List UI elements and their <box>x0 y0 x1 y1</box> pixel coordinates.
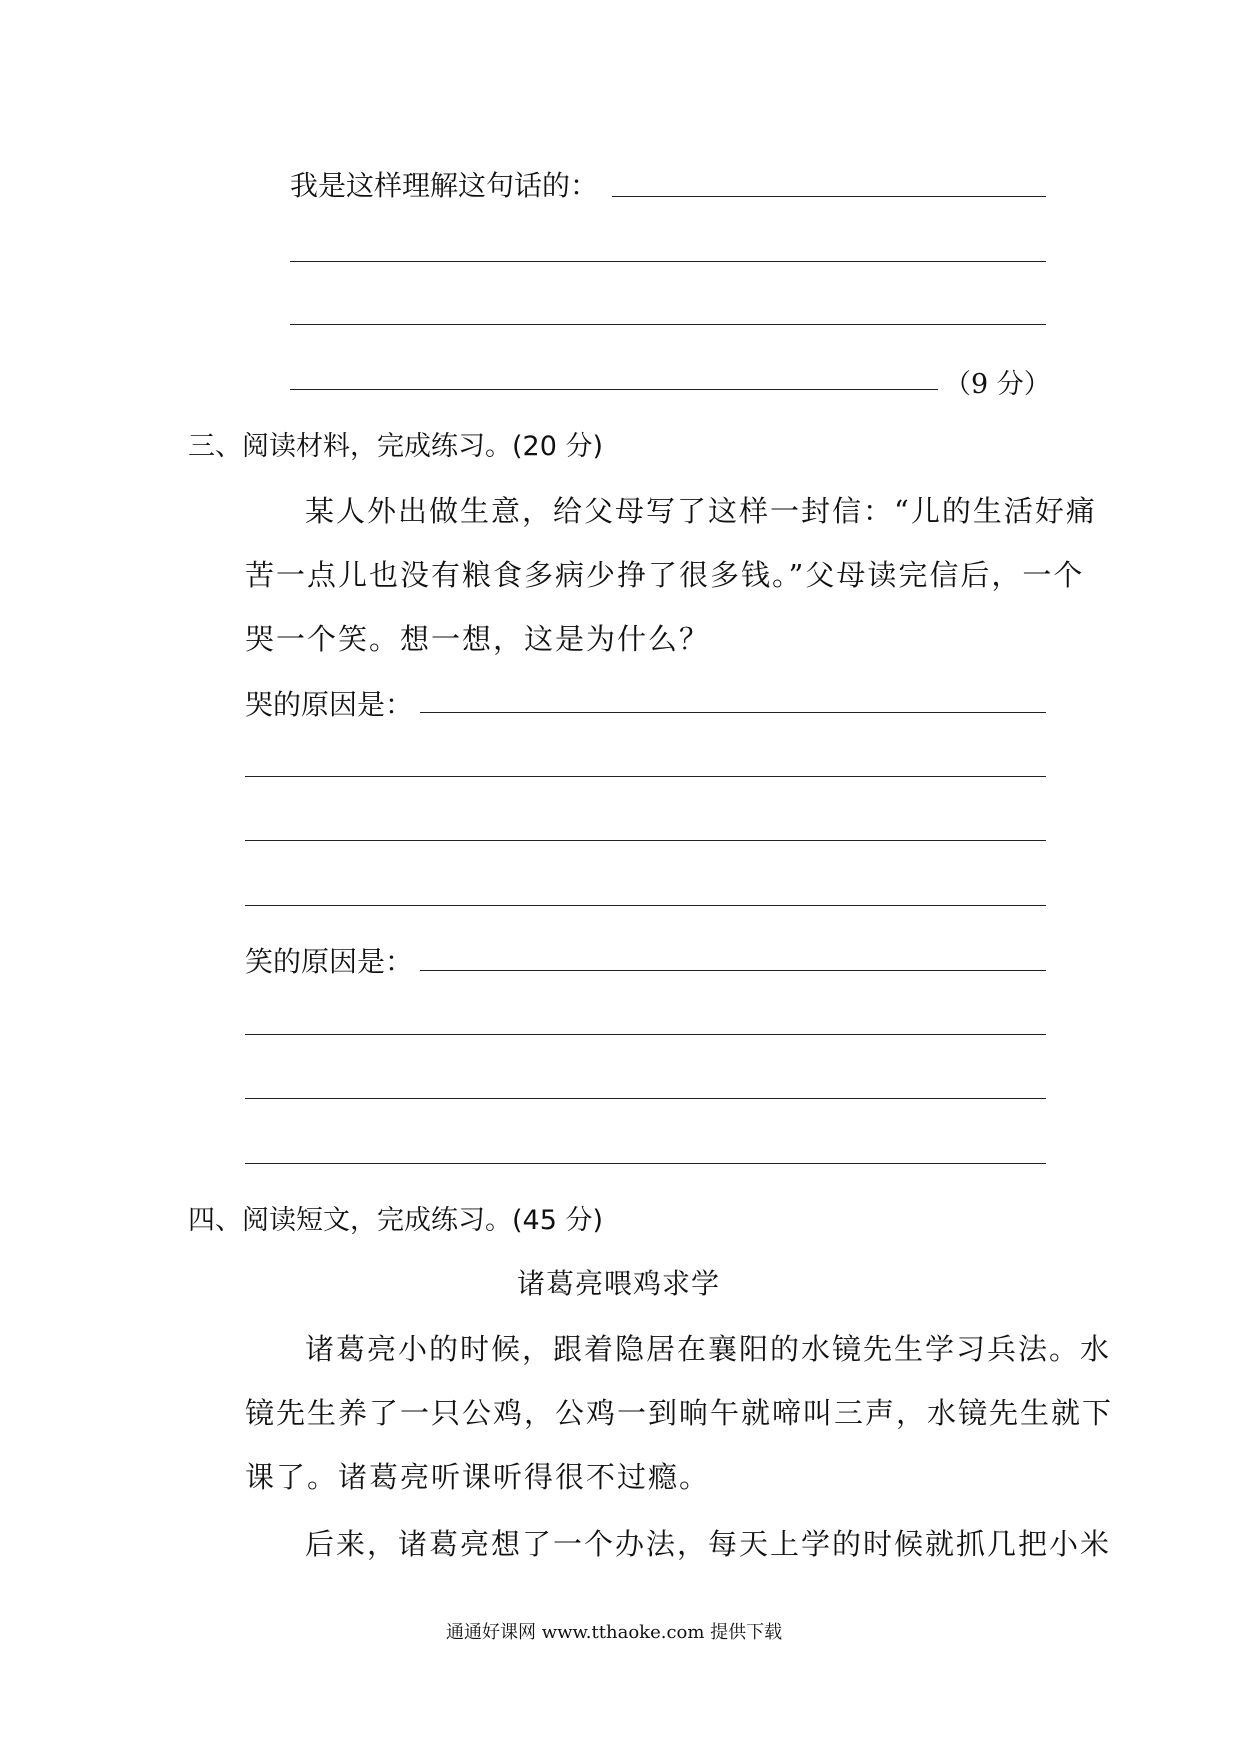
answer-line[interactable] <box>290 324 1046 325</box>
answer-line[interactable] <box>245 1098 1046 1099</box>
answer-line[interactable] <box>245 776 1046 777</box>
cry-reason-label: 哭的原因是： <box>245 688 414 721</box>
answer-line[interactable] <box>290 261 1046 262</box>
paragraph-line: 苦一点儿也没有粮食多病少挣了很多钱。”父母读完信后，一个 <box>245 558 1085 592</box>
answer-line[interactable] <box>245 840 1046 841</box>
answer-line[interactable] <box>245 905 1046 906</box>
section-heading-3: 三、阅读材料，完成练习。(20 分) <box>188 431 604 462</box>
answer-line[interactable] <box>420 712 1046 713</box>
section-heading-4: 四、阅读短文，完成练习。(45 分) <box>188 1205 604 1236</box>
answer-line[interactable] <box>420 970 1046 971</box>
paragraph-line: 哭一个笑。想一想，这是为什么？ <box>245 622 711 656</box>
laugh-reason-label: 笑的原因是： <box>245 945 414 978</box>
answer-line[interactable] <box>290 389 938 390</box>
paragraph-line: 后来，诸葛亮想了一个办法，每天上学的时候就抓几把小米 <box>305 1527 1112 1561</box>
paragraph-line: 课了。诸葛亮听课听得很不过瘾。 <box>245 1460 711 1494</box>
paragraph-line: 镜先生养了一只公鸡，公鸡一到晌午就啼叫三声，水镜先生就下 <box>245 1396 1114 1430</box>
paragraph-line: 诸葛亮小的时候，跟着隐居在襄阳的水镜先生学习兵法。水 <box>305 1332 1112 1366</box>
score-label: （9 分） <box>944 369 1051 400</box>
answer-line[interactable] <box>245 1034 1046 1035</box>
footer-source: 通通好课网 www.tthaoke.com 提供下载 <box>446 1622 783 1643</box>
answer-line[interactable] <box>245 1163 1046 1164</box>
paragraph-line: 某人外出做生意，给父母写了这样一封信：“儿的生活好痛 <box>305 494 1097 528</box>
understanding-prompt: 我是这样理解这句话的： <box>290 169 599 202</box>
passage-title: 诸葛亮喂鸡求学 <box>517 1267 721 1300</box>
answer-line[interactable] <box>612 196 1046 197</box>
